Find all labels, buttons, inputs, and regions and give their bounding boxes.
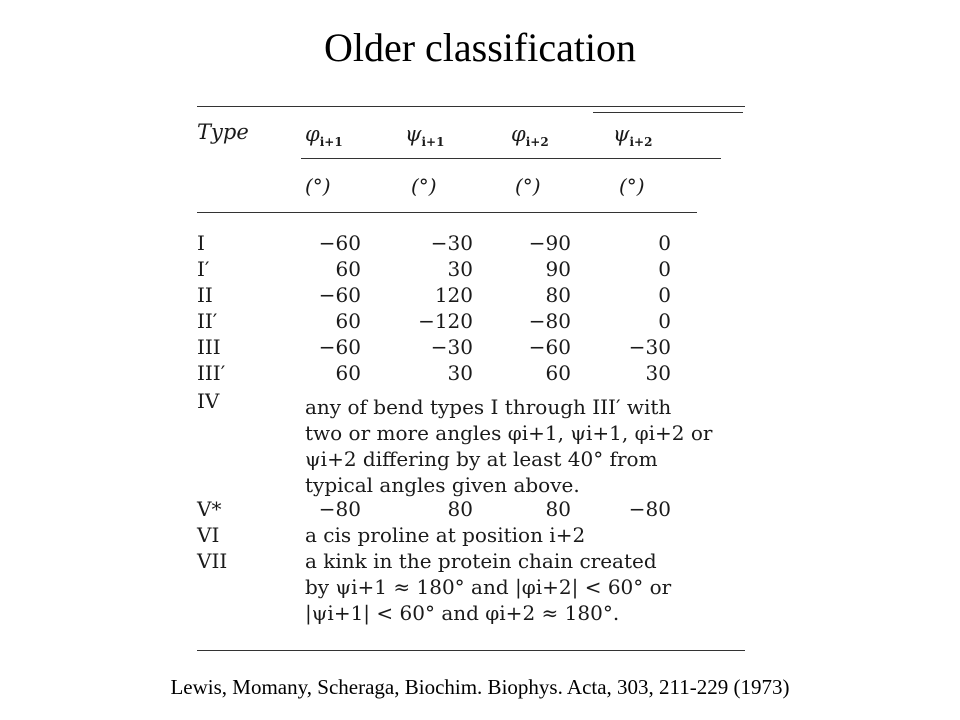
cell-phi-i1: −80 [318, 497, 361, 521]
cell-type: VII [197, 549, 228, 573]
cell-phi-i2: 60 [545, 361, 571, 385]
note-line: two or more angles φi+1, ψi+1, φi+2 or [305, 421, 713, 445]
cell-phi-i2: −80 [528, 309, 571, 333]
cell-phi-i2: −90 [528, 231, 571, 255]
cell-type: IV [197, 389, 220, 413]
cell-phi-i1: 60 [335, 309, 361, 333]
cell-type: I′ [197, 257, 210, 281]
citation: Lewis, Momany, Scheraga, Biochim. Biophys. Acta, 303, 211-229 (1973) [170, 675, 790, 699]
cell-phi-i1: −60 [318, 231, 361, 255]
cell-psi-i2: −80 [628, 497, 671, 521]
cell-phi-i2: 80 [545, 497, 571, 521]
cell-psi-i2: 0 [658, 283, 671, 307]
header-psi-i1: $\psi_{i+1}$ [405, 122, 445, 150]
cell-phi-i2: 80 [545, 283, 571, 307]
page-title: Older classification [323, 25, 637, 70]
cell-type: II [197, 283, 213, 307]
unit-rule [197, 212, 697, 213]
cell-psi-i2: 0 [658, 257, 671, 281]
bottom-rule [197, 650, 745, 651]
note-line: ψi+2 differing by at least 40° from [305, 447, 658, 471]
cell-psi-i1: 120 [434, 283, 473, 307]
cell-phi-i1: −60 [318, 283, 361, 307]
header-phi-i1: $\varphi_{i+1}$ [305, 122, 343, 150]
unit-psi-i2: (°) [619, 174, 645, 198]
cell-phi-i1: 60 [335, 361, 361, 385]
cell-phi-i2: −60 [528, 335, 571, 359]
cell-psi-i1: 30 [447, 361, 473, 385]
header-psi-i2: $\psi_{i+2}$ [613, 122, 653, 150]
top-rule-2 [593, 112, 743, 113]
cell-phi-i1: 60 [335, 257, 361, 281]
unit-phi-i2: (°) [515, 174, 541, 198]
cell-psi-i2: 0 [658, 231, 671, 255]
note-line: a cis proline at position i+2 [305, 523, 586, 547]
note-line: typical angles given above. [305, 473, 580, 497]
cell-type: III′ [197, 361, 226, 385]
cell-psi-i1: −30 [430, 335, 473, 359]
cell-psi-i1: 30 [447, 257, 473, 281]
note-line: a kink in the protein chain created [305, 549, 657, 573]
cell-psi-i1: 80 [447, 497, 473, 521]
cell-psi-i2: −30 [628, 335, 671, 359]
note-line: any of bend types I through III′ with [305, 395, 672, 419]
header-type: Type [197, 120, 249, 144]
header-phi-i2: $\varphi_{i+2}$ [511, 122, 549, 150]
note-line: by ψi+1 ≈ 180° and |φi+2| < 60° or [305, 575, 672, 599]
unit-phi-i1: (°) [305, 174, 331, 198]
cell-type: I [197, 231, 205, 255]
cell-psi-i1: −120 [418, 309, 473, 333]
header-rule [301, 158, 721, 159]
cell-phi-i2: 90 [545, 257, 571, 281]
note-line: |ψi+1| < 60° and φi+2 ≈ 180°. [305, 601, 620, 625]
cell-phi-i1: −60 [318, 335, 361, 359]
cell-psi-i2: 0 [658, 309, 671, 333]
cell-type: VI [197, 523, 220, 547]
cell-type: III [197, 335, 221, 359]
cell-psi-i1: −30 [430, 231, 473, 255]
unit-psi-i1: (°) [411, 174, 437, 198]
top-rule [197, 106, 745, 107]
cell-type: V* [197, 497, 222, 521]
cell-psi-i2: 30 [645, 361, 671, 385]
cell-type: II′ [197, 309, 218, 333]
classification-table [193, 98, 753, 658]
